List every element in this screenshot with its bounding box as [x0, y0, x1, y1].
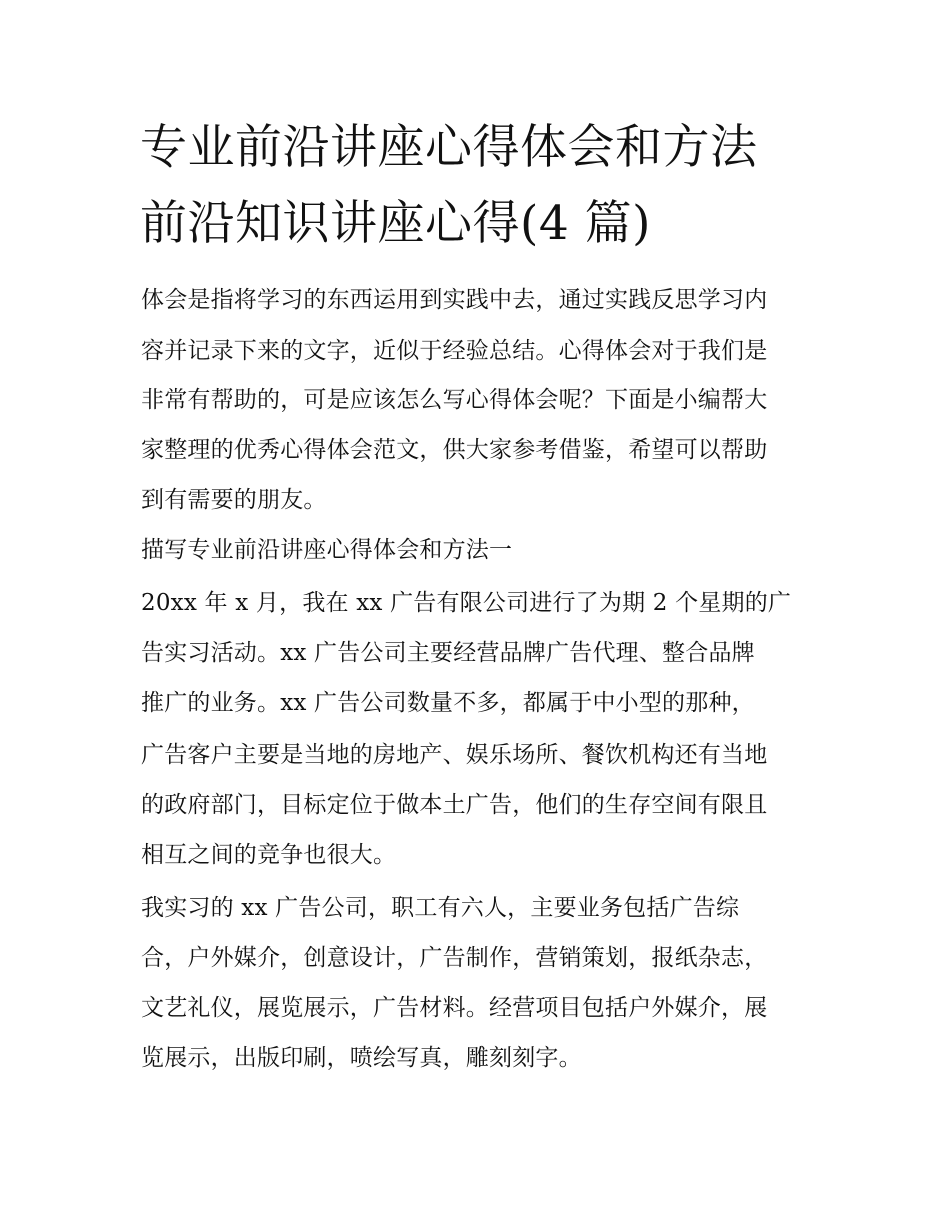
document-title-line-2: 前沿知识讲座心得(4 篇) [140, 196, 652, 251]
paragraph-line: 的政府部门，目标定位于做本土广告，他们的生存空间有限且 [141, 792, 768, 818]
paragraph-line: 20xx 年 x 月，我在 xx 广告有限公司进行了为期 2 个星期的广 [141, 590, 792, 616]
paragraph-line: 告实习活动。xx 广告公司主要经营品牌广告代理、整合品牌 [141, 640, 755, 666]
paragraph-line: 相互之间的竞争也很大。 [141, 842, 397, 868]
paragraph-line: 我实习的 xx 广告公司，职工有六人，主要业务包括广告综 [141, 895, 740, 921]
paragraph-line: 文艺礼仪，展览展示，广告材料。经营项目包括户外媒介，展 [141, 995, 768, 1021]
paragraph-line: 合，户外媒介，创意设计，广告制作，营销策划，报纸杂志， [141, 945, 768, 971]
paragraph-line: 体会是指将学习的东西运用到实践中去，通过实践反思学习内 [141, 287, 768, 313]
paragraph-line: 家整理的优秀心得体会范文，供大家参考借鉴，希望可以帮助 [141, 437, 768, 463]
document-title-line-1: 专业前沿讲座心得体会和方法 [140, 120, 758, 175]
paragraph-line: 非常有帮助的，可是应该怎么写心得体会呢？下面是小编帮大 [141, 387, 768, 413]
paragraph-line: 览展示，出版印刷，喷绘写真，雕刻刻字。 [141, 1045, 582, 1071]
paragraph-line: 广告客户主要是当地的房地产、娱乐场所、餐饮机构还有当地 [141, 742, 768, 768]
paragraph-line: 到有需要的朋友。 [141, 487, 327, 513]
section-heading: 描写专业前沿讲座心得体会和方法一 [141, 537, 513, 563]
paragraph-line: 容并记录下来的文字，近似于经验总结。心得体会对于我们是 [141, 338, 768, 364]
paragraph-line: 推广的业务。xx 广告公司数量不多，都属于中小型的那种， [141, 690, 755, 716]
